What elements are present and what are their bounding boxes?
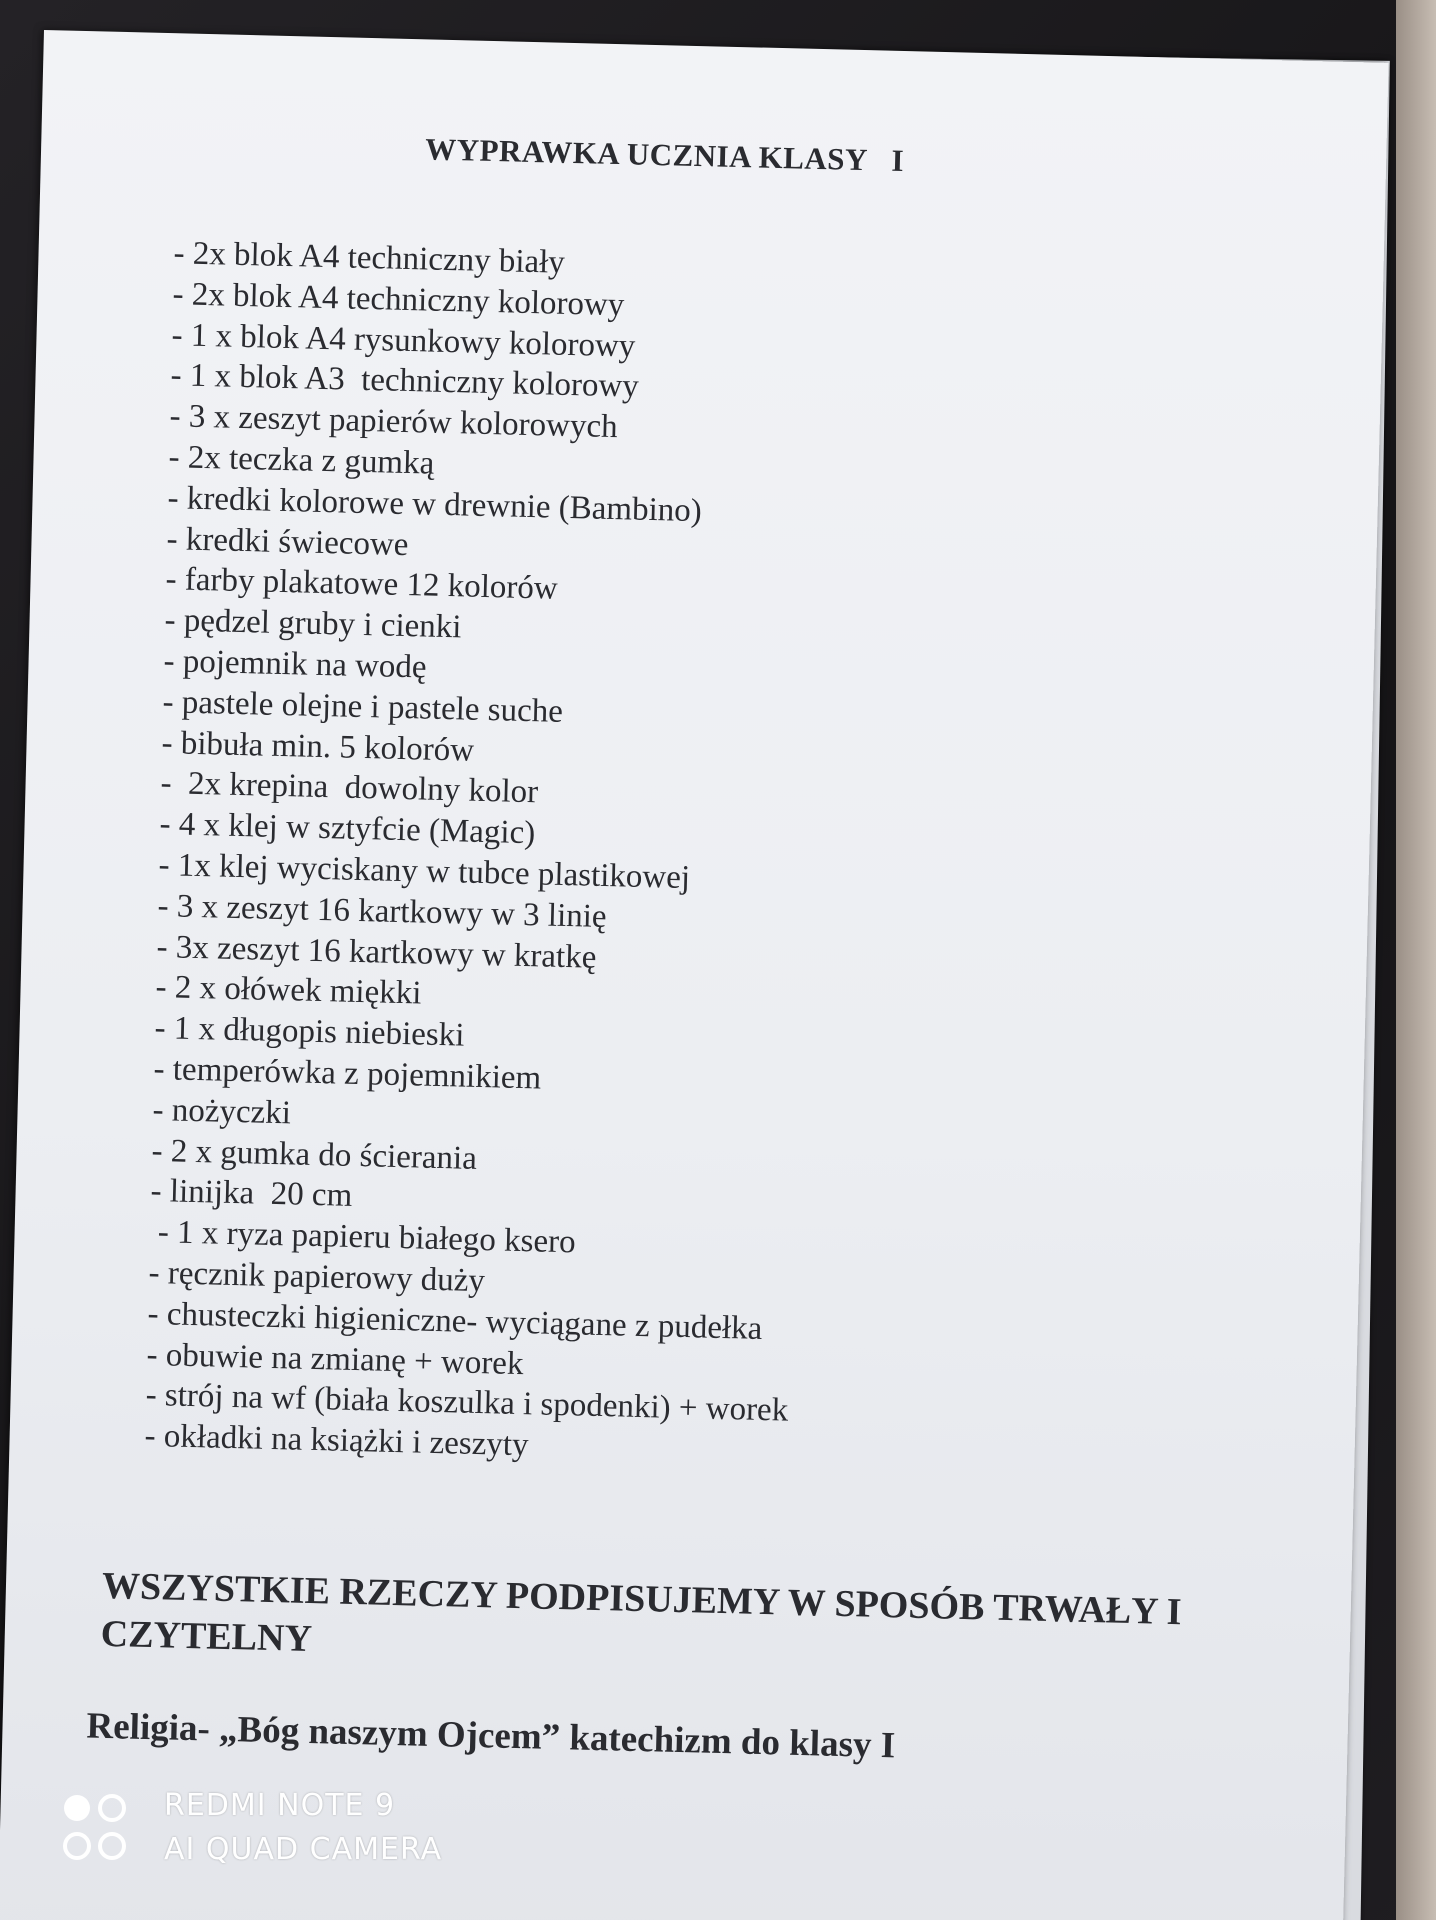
list-item: - 2x blok A4 techniczny biały	[173, 235, 566, 281]
list-item: - nożyczki	[152, 1091, 292, 1132]
camera-watermark	[60, 1784, 540, 1884]
list-item: - strój na wf (biała koszulka i spodenki) + worek	[145, 1377, 789, 1429]
list-item: - 2x krepina dowolny kolor	[160, 765, 539, 811]
list-item: - obuwie na zmianę + worek	[146, 1336, 524, 1382]
notice-text: WSZYSTKIE RZECZY PODPISUJEMY W SPOSÓB TRWAŁY I CZYTELNY	[100, 1564, 1183, 1661]
watermark-model: REDMI NOTE 9	[164, 1788, 396, 1823]
list-item: - chusteczki higieniczne- wyciągane z pudełka	[147, 1295, 763, 1347]
list-item: - ręcznik papierowy duży	[148, 1254, 486, 1300]
list-item: - 1 x blok A3 techniczny kolorowy	[170, 357, 640, 406]
document-title: WYPRAWKA UCZNIA KLASY I	[424, 131, 905, 179]
list-item: - 1 x ryza papieru białego ksero	[149, 1214, 577, 1261]
ai-quad-camera-logo-icon	[60, 1788, 132, 1868]
supply-list	[144, 233, 816, 1472]
document-content	[0, 30, 1389, 1920]
list-item: - 1 x blok A4 rysunkowy kolorowy	[171, 316, 636, 365]
list-item: - 4 x klej w sztyfcie (Magic)	[159, 806, 536, 852]
list-item: - 2x teczka z gumką	[168, 439, 435, 482]
list-item: - 2x blok A4 techniczny kolorowy	[172, 276, 625, 324]
list-item: - pojemnik na wodę	[163, 643, 428, 686]
watermark-camera: AI QUAD CAMERA	[164, 1832, 443, 1867]
list-item: - bibuła min. 5 kolorów	[161, 724, 475, 769]
religion-text: Religia- „Bóg naszym Ojcem” katechizm do klasy I	[86, 1705, 896, 1767]
list-item: - pędzel gruby i cienki	[164, 602, 462, 646]
list-item: - farby plakatowe 12 kolorów	[165, 561, 559, 608]
table-edge	[1396, 0, 1436, 1920]
list-item: - pastele olejne i pastele suche	[162, 683, 564, 730]
list-item: - 2 x ołówek miękki	[155, 969, 422, 1012]
list-item: - 3 x zeszyt 16 kartkowy w 3 linię	[157, 887, 608, 935]
list-item: - 1x klej wyciskany w tubce plastikowej	[158, 847, 691, 896]
list-item: - kredki kolorowe w drewnie (Bambino)	[167, 479, 703, 529]
watermark-text	[164, 1784, 442, 1872]
list-item: - 3 x zeszyt papierów kolorowych	[169, 398, 619, 446]
list-item: - temperówka z pojemnikiem	[153, 1050, 542, 1097]
list-item: - 1 x długopis niebieski	[154, 1010, 465, 1054]
list-item: - 2 x gumka do ścierania	[151, 1132, 478, 1177]
list-item: - okładki na książki i zeszyty	[144, 1417, 529, 1464]
list-item: - linijka 20 cm	[150, 1173, 353, 1215]
list-item: - kredki świecowe	[166, 520, 409, 563]
paper-sheet	[0, 30, 1389, 1920]
list-item: - 3x zeszyt 16 kartkowy w kratkę	[156, 928, 597, 976]
